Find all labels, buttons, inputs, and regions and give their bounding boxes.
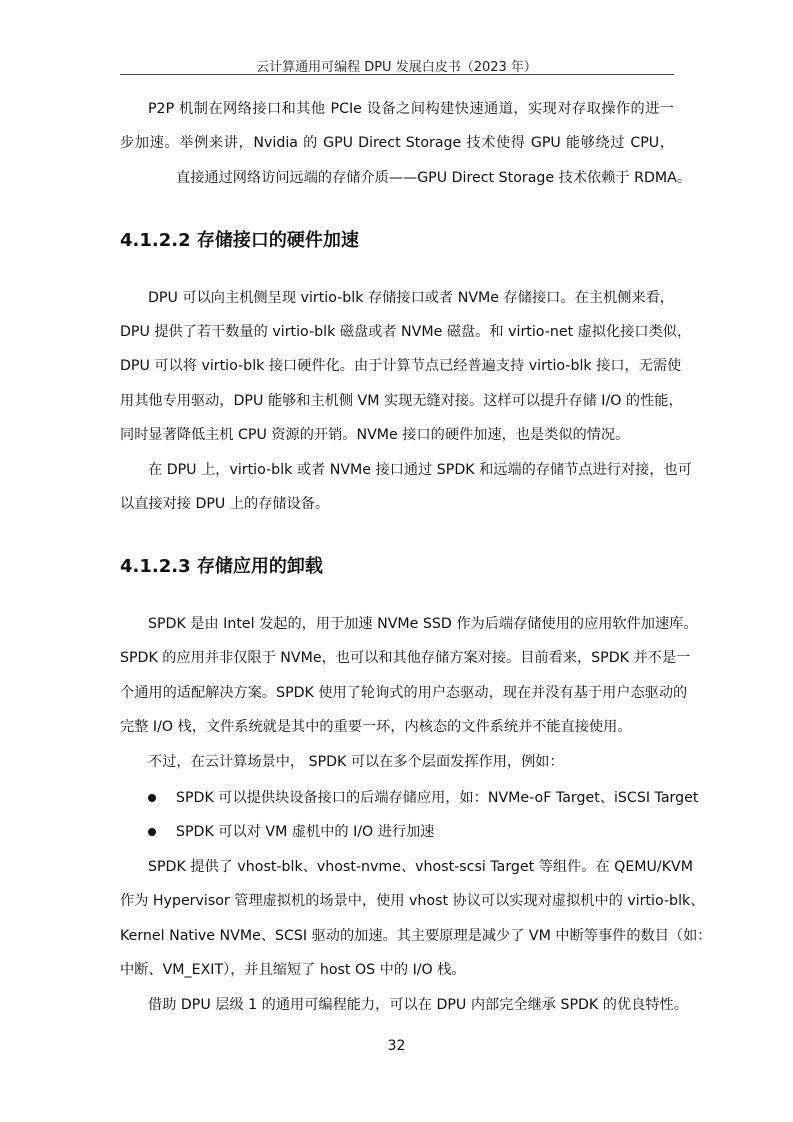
paragraph-line: 在 DPU 上，virtio-blk 或者 NVMe 接口通过 SPDK 和远端的存储节点进行对接，也可 <box>148 462 692 478</box>
paragraph-line: P2P 机制在网络接口和其他 PCIe 设备之间构建快速通道，实现对存取操作的进一 <box>148 101 674 117</box>
paragraph-line: DPU 可以将 virtio-blk 接口硬件化。由于计算节点已经普遍支持 virtio-blk 接口，无需使 <box>120 358 682 374</box>
bullet-dot <box>148 794 156 802</box>
page-number: 32 <box>387 1038 406 1054</box>
paragraph-line: DPU 提供了若干数量的 virtio-blk 磁盘或者 NVMe 磁盘。和 virtio-net 虚拟化接口类似， <box>120 324 692 340</box>
paragraph-line: Kernel Native NVMe、SCSI 驱动的加速。其主要原理是减少了 VM 中断等事件的数目（如： <box>120 928 712 944</box>
paragraph-line: SPDK 提供了 vhost-blk、vhost-nvme、vhost-scsi Target 等组件。在 QEMU/KVM <box>148 859 693 875</box>
list-item: SPDK 可以对 VM 虚机中的 I/O 进行加速 <box>176 824 435 840</box>
paragraph-line: 以直接对接 DPU 上的存储设备。 <box>120 496 330 512</box>
paragraph-line: 不过，在云计算场景中， SPDK 可以在多个层面发挥作用，例如： <box>148 754 564 770</box>
paragraph-line: 步加速。举例来讲，Nvidia 的 GPU Direct Storage 技术使得 GPU 能够绕过 CPU， <box>120 135 674 151</box>
page-header: 云计算通用可编程 DPU 发展白皮书（2023 年） <box>256 60 537 75</box>
paragraph-line: 个通用的适配解决方案。SPDK 使用了轮询式的用户态驱动，现在并没有基于用户态驱动的 <box>120 685 688 701</box>
bullet-dot <box>148 828 156 836</box>
section-heading: 4.1.2.3 存储应用的卸载 <box>120 556 323 577</box>
section-heading: 4.1.2.2 存储接口的硬件加速 <box>120 230 359 251</box>
paragraph-line: 完整 I/O 栈，文件系统就是其中的重要一环，内核态的文件系统并不能直接使用。 <box>120 719 632 735</box>
paragraph-line: 直接通过网络访问远端的存储介质——GPU Direct Storage 技术依赖于 RDMA。 <box>176 170 692 186</box>
paragraph-line: 用其他专用驱动，DPU 能够和主机侧 VM 实现无缝对接。这样可以提升存储 I/O 的性能， <box>120 393 683 409</box>
header-rule <box>120 74 674 75</box>
paragraph-line: 同时显著降低主机 CPU 资源的开销。NVMe 接口的硬件加速，也是类似的情况。 <box>120 427 630 443</box>
paragraph-line: 借助 DPU 层级 1 的通用可编程能力，可以在 DPU 内部完全继承 SPDK 的优良特性。 <box>148 997 688 1013</box>
paragraph-line: SPDK 是由 Intel 发起的，用于加速 NVMe SSD 作为后端存储使用的应用软件加速库。 <box>148 616 698 632</box>
paragraph-line: 中断、VM_EXIT），并且缩短了 host OS 中的 I/O 栈。 <box>120 962 466 978</box>
paragraph-line: SPDK 的应用并非仅限于 NVMe，也可以和其他存储方案对接。目前看来，SPDK 并不是一 <box>120 650 691 666</box>
list-item: SPDK 可以提供块设备接口的后端存储应用，如：NVMe-oF Target、iSCSI Target <box>176 790 699 806</box>
paragraph-line: 作为 Hypervisor 管理虚拟机的场景中，使用 vhost 协议可以实现对虚拟机中的 virtio-blk、 <box>120 893 705 909</box>
paragraph-line: DPU 可以向主机侧呈现 virtio-blk 存储接口或者 NVMe 存储接口。在主机侧来看， <box>148 290 674 306</box>
